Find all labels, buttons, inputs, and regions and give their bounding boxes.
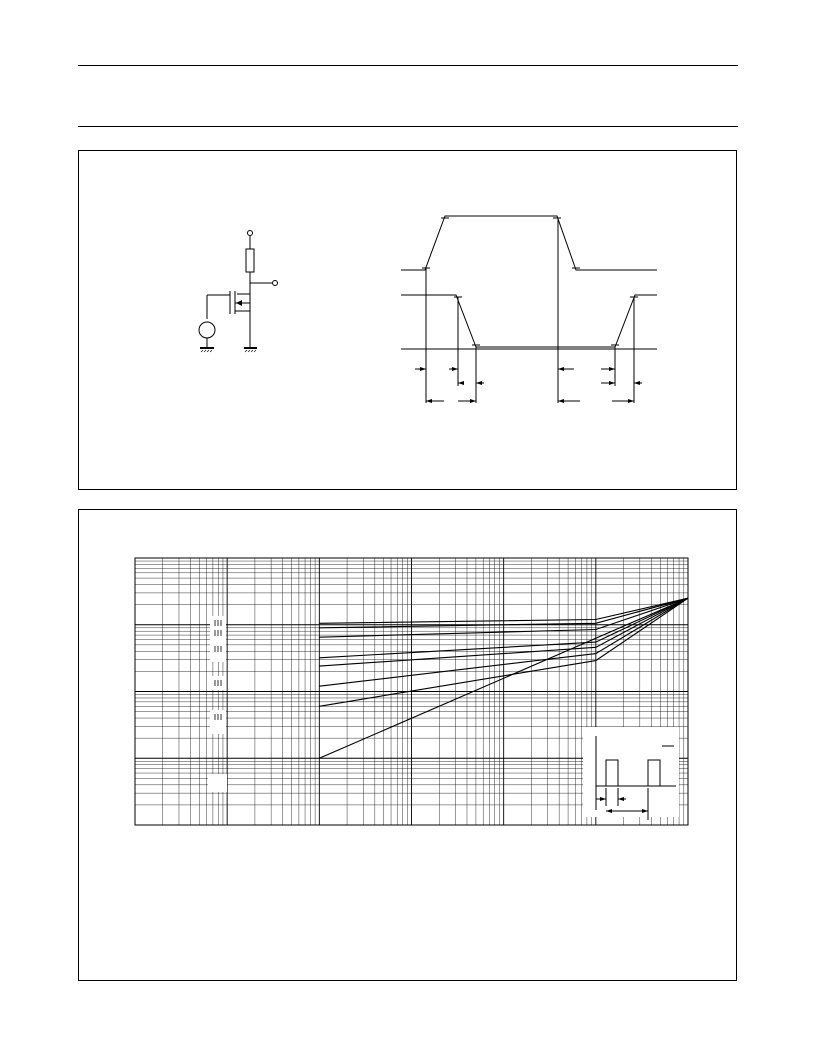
- figure-switching-box: [78, 150, 737, 490]
- output-terminal: [273, 281, 278, 286]
- mosfet-arrow-icon: [236, 300, 242, 306]
- waveform-output: [401, 295, 657, 347]
- figure-chart-box: [78, 509, 737, 981]
- inset-box: [583, 727, 679, 817]
- figure-switching: [79, 151, 738, 491]
- header-rule-bottom: [78, 126, 738, 127]
- timing-waveforms: [401, 216, 657, 403]
- test-circuit: [199, 231, 278, 349]
- header-rule-top: [78, 65, 738, 66]
- load-resistor: [246, 249, 254, 272]
- waveform-input: [401, 216, 657, 270]
- pulse-generator: [199, 322, 215, 338]
- curve-label-masks: [208, 616, 227, 792]
- inset-pulse-diagram: [583, 727, 679, 820]
- supply-terminal: [248, 231, 253, 236]
- log-log-chart: [79, 510, 738, 982]
